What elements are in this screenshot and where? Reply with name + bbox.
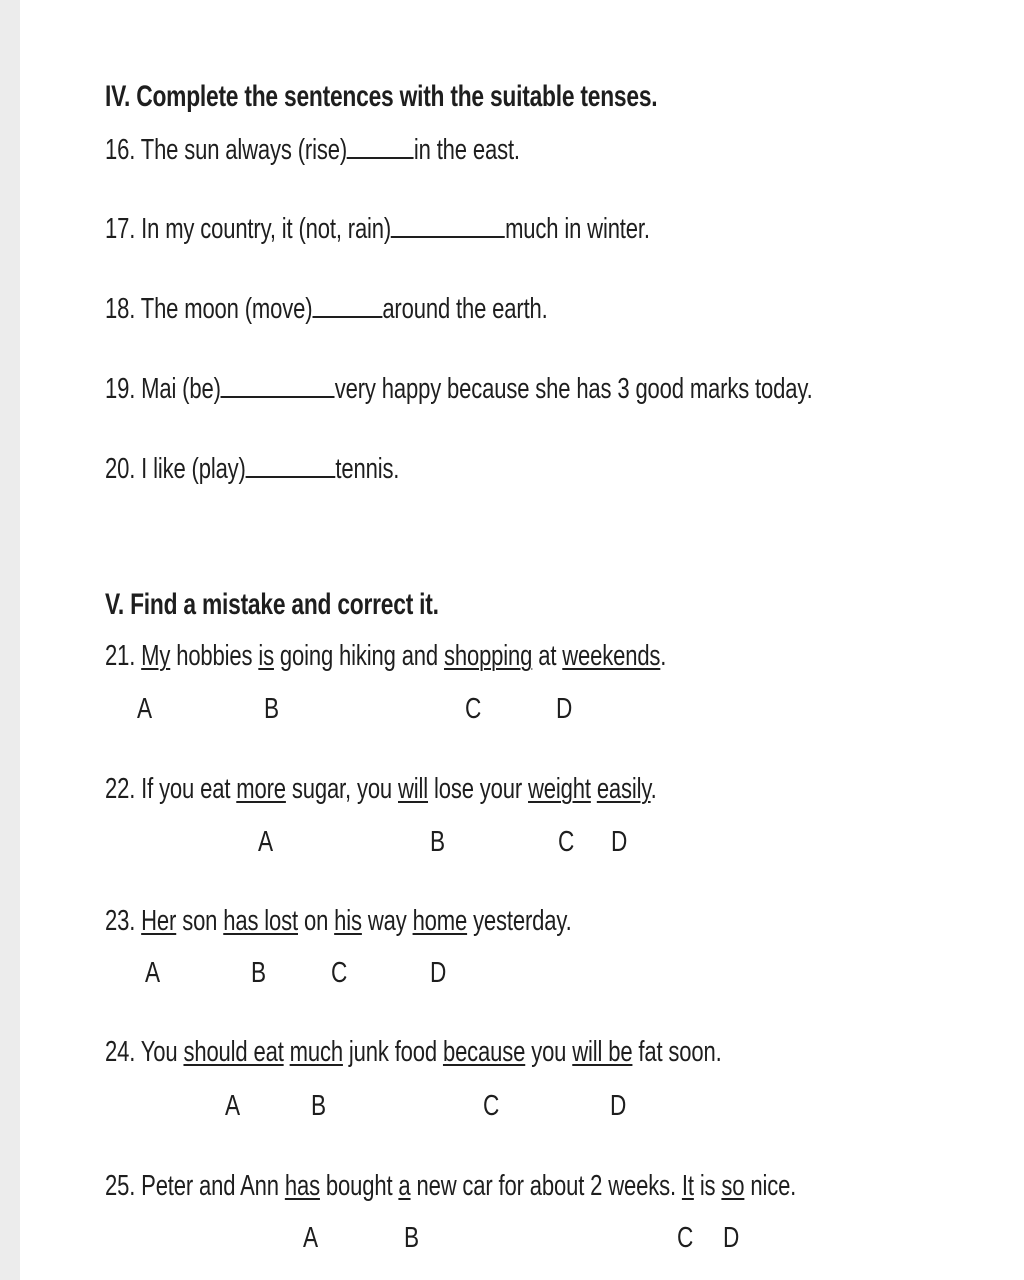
option-letters-23 (0, 957, 1024, 997)
option-d-text: weekends (562, 640, 661, 672)
option-letter-b[interactable]: B (311, 1090, 327, 1122)
option-letter-a[interactable]: A (225, 1090, 241, 1122)
option-letters-25 (0, 1222, 1024, 1262)
option-letter-a[interactable]: A (145, 957, 161, 989)
question-17: 17. In my country, it (not, rain) much in winter. (105, 213, 650, 245)
option-d-text: will be (572, 1036, 633, 1068)
option-d-text: easily (596, 773, 651, 805)
answer-blank-20[interactable] (246, 454, 336, 478)
option-c-text: shopping (443, 640, 533, 672)
option-letter-d[interactable]: D (723, 1222, 740, 1254)
option-letter-c[interactable]: C (558, 826, 575, 858)
option-b-text: much (289, 1036, 343, 1068)
option-b-text: a (398, 1170, 411, 1202)
option-letter-d[interactable]: D (556, 693, 573, 725)
option-c-text: because (442, 1036, 526, 1068)
section-v-heading: V. Find a mistake and correct it. (105, 588, 439, 621)
option-letters-22 (0, 826, 1024, 866)
question-22: 22. If you eat more sugar, you will lose your weight easily. (105, 773, 657, 805)
option-a-text: should eat (183, 1036, 284, 1068)
question-21: 21. My hobbies is going hiking and shopping at weekends. (105, 640, 667, 672)
question-18: 18. The moon (move) around the earth. (105, 293, 548, 325)
option-letter-a[interactable]: A (137, 693, 153, 725)
option-a-text: more (236, 773, 286, 805)
answer-blank-18[interactable] (312, 294, 382, 318)
option-letter-a[interactable]: A (303, 1222, 319, 1254)
option-letter-b[interactable]: B (404, 1222, 420, 1254)
question-24: 24. You should eat much junk food because you will be fat soon. (105, 1036, 722, 1068)
left-margin-strip (0, 0, 20, 1280)
option-c-text: his (334, 905, 362, 937)
section-iv-heading: IV. Complete the sentences with the suitable tenses. (105, 80, 658, 113)
option-letter-c[interactable]: C (677, 1222, 694, 1254)
question-16: 16. The sun always (rise) in the east. (105, 134, 520, 166)
option-letter-d[interactable]: D (430, 957, 447, 989)
option-c-text: It (681, 1170, 694, 1202)
option-a-text: has (284, 1170, 320, 1202)
question-19: 19. Mai (be) very happy because she has 3 good marks today. (105, 373, 813, 405)
option-letter-d[interactable]: D (611, 826, 628, 858)
option-letter-b[interactable]: B (264, 693, 280, 725)
option-a-text: Her (141, 905, 177, 937)
option-letters-21 (0, 693, 1024, 733)
option-c-text: weight (528, 773, 591, 805)
option-letter-b[interactable]: B (251, 957, 267, 989)
option-letter-d[interactable]: D (610, 1090, 627, 1122)
option-letter-a[interactable]: A (258, 826, 274, 858)
option-letter-c[interactable]: C (331, 957, 348, 989)
question-20: 20. I like (play) tennis. (105, 453, 400, 485)
answer-blank-17[interactable] (391, 214, 505, 238)
question-25: 25. Peter and Ann has bought a new car for about 2 weeks. It is so nice. (105, 1170, 797, 1202)
answer-blank-16[interactable] (347, 135, 414, 159)
option-letter-c[interactable]: C (465, 693, 482, 725)
option-b-text: will (398, 773, 429, 805)
option-letters-24 (0, 1090, 1024, 1130)
option-b-text: has lost (223, 905, 298, 937)
option-a-text: My (141, 640, 171, 672)
option-letter-b[interactable]: B (430, 826, 446, 858)
option-b-text: is (258, 640, 274, 672)
option-d-text: home (412, 905, 468, 937)
question-23: 23. Her son has lost on his way home yesterday. (105, 905, 572, 937)
option-letter-c[interactable]: C (483, 1090, 500, 1122)
option-d-text: so (721, 1170, 745, 1202)
answer-blank-19[interactable] (221, 374, 335, 398)
